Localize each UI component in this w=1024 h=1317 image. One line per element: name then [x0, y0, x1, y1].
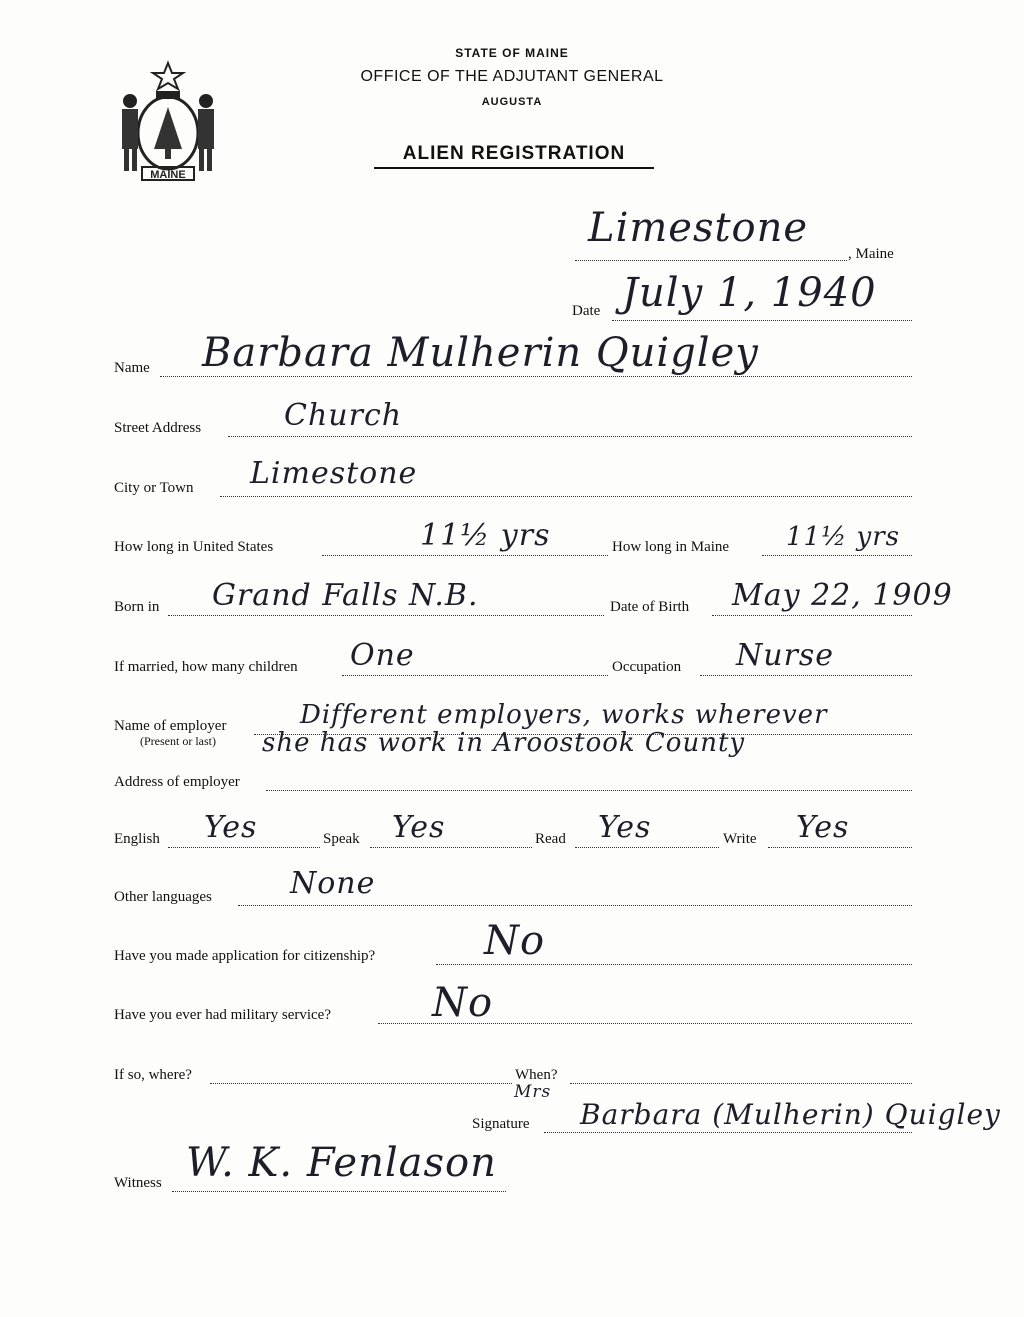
signature-label: Signature	[472, 1116, 530, 1132]
read-line	[575, 847, 719, 848]
witness-label: Witness	[114, 1175, 162, 1191]
employer-value-line1: Different employers, works wherever	[300, 700, 828, 730]
date-value: July 1, 1940	[622, 270, 877, 316]
witness-line	[172, 1191, 506, 1192]
other-languages-value: None	[290, 866, 376, 901]
maine-label: , Maine	[848, 246, 894, 262]
date-label: Date	[572, 303, 601, 319]
when-label: When?	[515, 1067, 558, 1083]
write-label: Write	[723, 831, 757, 847]
citizenship-line	[436, 964, 912, 965]
seal-scroll-text: MAINE	[150, 169, 186, 181]
employer-note: (Present or last)	[140, 734, 216, 748]
how-long-us-line	[322, 555, 608, 556]
how-long-maine-value: 11½ yrs	[786, 522, 901, 552]
signature-value: Barbara (Mulherin) Quigley	[580, 1098, 1001, 1131]
when-line	[570, 1083, 912, 1084]
write-line	[768, 847, 912, 848]
occupation-line	[700, 675, 912, 676]
born-in-value: Grand Falls N.B.	[212, 578, 479, 613]
military-value: No	[432, 980, 494, 1026]
city-label: City or Town	[114, 480, 194, 496]
street-line	[228, 436, 912, 437]
read-value: Yes	[598, 810, 652, 845]
signature-line	[544, 1132, 912, 1133]
employer-label: Name of employer	[114, 718, 227, 734]
name-label: Name	[114, 360, 150, 376]
occupation-value: Nurse	[736, 638, 835, 673]
children-value: One	[350, 638, 415, 673]
city-value: Limestone	[250, 456, 418, 491]
header-state: STATE OF MAINE	[455, 46, 569, 60]
military-label: Have you ever had military service?	[114, 1007, 331, 1023]
dob-label: Date of Birth	[610, 599, 690, 615]
english-label: English	[114, 831, 160, 847]
town-line	[575, 260, 847, 261]
name-value: Barbara Mulherin Quigley	[202, 330, 759, 376]
street-label: Street Address	[114, 420, 202, 436]
read-label: Read	[535, 831, 566, 847]
born-in-label: Born in	[114, 599, 160, 615]
born-in-line	[168, 615, 604, 616]
city-line	[220, 496, 912, 497]
speak-line	[370, 847, 532, 848]
employer-value-line2: she has work in Aroostook County	[262, 728, 746, 758]
write-value: Yes	[796, 810, 850, 845]
employer-address-line	[266, 790, 912, 791]
children-line	[342, 675, 608, 676]
citizenship-label: Have you made application for citizenship?	[114, 948, 376, 964]
employer-address-label: Address of employer	[114, 774, 240, 790]
header-city: AUGUSTA	[481, 96, 543, 108]
english-line	[168, 847, 320, 848]
where-line	[210, 1083, 512, 1084]
speak-value: Yes	[392, 810, 446, 845]
if-so-where-label: If so, where?	[114, 1067, 192, 1083]
header-office: OFFICE OF THE ADJUTANT GENERAL	[360, 68, 664, 85]
form-title: ALIEN REGISTRATION	[374, 143, 654, 169]
town-value: Limestone	[588, 205, 809, 251]
other-languages-line	[238, 905, 912, 906]
children-label: If married, how many children	[114, 659, 298, 675]
signature-prefix: Mrs	[514, 1082, 552, 1102]
citizenship-value: No	[484, 918, 546, 964]
how-long-us-label: How long in United States	[114, 539, 274, 555]
street-value: Church	[284, 398, 403, 433]
witness-value: W. K. Fenlason	[186, 1140, 497, 1186]
dob-line	[712, 615, 912, 616]
speak-label: Speak	[323, 831, 360, 847]
dob-value: May 22, 1909	[732, 578, 953, 613]
english-value: Yes	[204, 810, 258, 845]
how-long-us-value: 11½ yrs	[420, 518, 551, 553]
occupation-label: Occupation	[612, 659, 682, 675]
date-line	[612, 320, 912, 321]
how-long-maine-line	[762, 555, 912, 556]
other-languages-label: Other languages	[114, 889, 212, 905]
name-line	[160, 376, 912, 377]
how-long-maine-label: How long in Maine	[612, 539, 730, 555]
